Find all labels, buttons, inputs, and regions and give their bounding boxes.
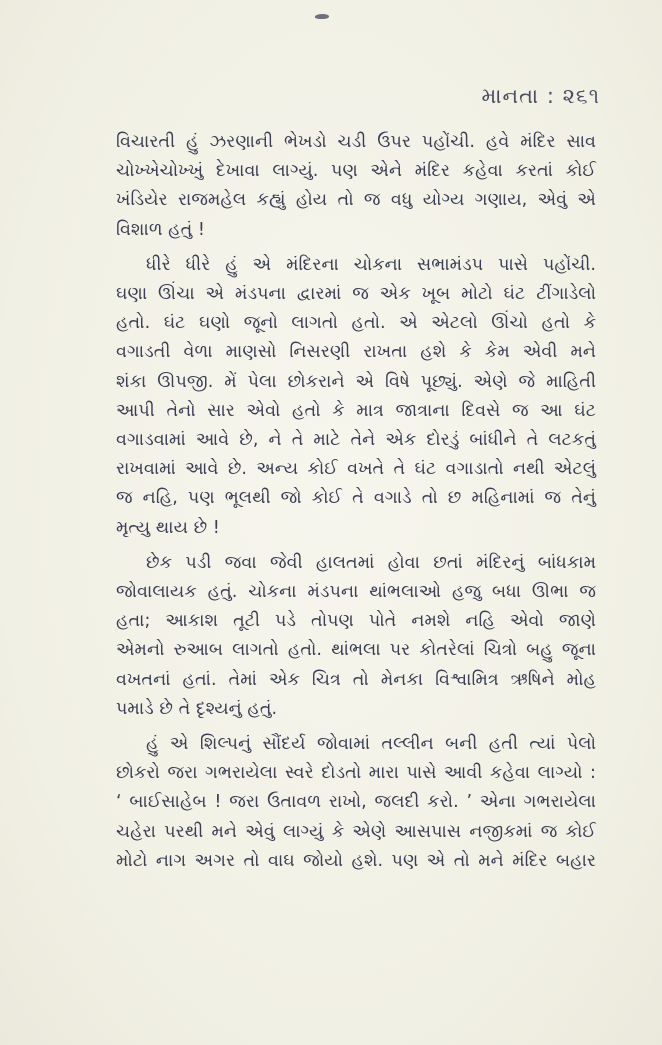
text-line: છેક પડી જવા જેવી હાલતમાં હોવા છતાં મંદિરનું બાંધકામ — [146, 552, 596, 573]
text-line: ઘણા ઊંચા એ મંડપના દ્વારમાં જ એક ખૂબ મોટો ઘંટ ટીંગાડેલો — [116, 284, 596, 305]
text-line: ધીરે ધીરે હું એ મંદિરના ચોકના સભામંડપ પાસે પહોંચી. — [146, 254, 596, 275]
text-line: ‘ બાઈસાહેબ ! જરા ઉતાવળ રાખો, જલદી કરો. ’ એના ગભરાયેલા — [116, 792, 596, 813]
text-line: આપી તેનો સાર એવો હતો કે માત્ર જાત્રાના દિવસે જ આ ઘંટ — [116, 400, 596, 421]
paragraph-2 — [116, 251, 596, 543]
text-line: જોવાલાયક હતું. ચોકના મંડપના થાંભલાઓ હજુ બધા ઊભા જ — [116, 582, 596, 603]
text-line: વિશાળ હતું ! — [116, 219, 205, 240]
body-text — [116, 128, 596, 882]
running-header: માનતા : ૨૬૧ — [481, 84, 600, 108]
text-line: હું એ શિલ્પનું સૌંદર્ય જોવામાં તલ્લીન બની હતી ત્યાં પેલો — [146, 734, 596, 755]
text-line: વખતનાં હતાં. તેમાં એક ચિત્ર તો મેનકા વિશ્વામિત્ર ઋષિને મોહ — [116, 669, 596, 690]
printer-mark — [315, 14, 330, 19]
text-line: ચોખ્ખેચોખ્ખું દેખાવા લાગ્યું. પણ એને મંદિર કહેવા કરતાં કોઈ — [116, 161, 596, 182]
text-line: પમાડે છે તે દૃશ્યનું હતું. — [116, 698, 278, 719]
paragraph-1 — [116, 128, 596, 245]
text-line: ચહેરા પરથી મને એવું લાગ્યું કે એણે આસપાસ નજીકમાં જ કોઈ — [116, 821, 596, 842]
paragraph-4 — [116, 730, 596, 876]
text-line: મૃત્યુ થાય છે ! — [116, 517, 220, 538]
text-line: હતો. ઘંટ ઘણો જૂનો લાગતો હતો. એ એટલો ઊંચો હતો કે — [116, 313, 596, 334]
paragraph-3 — [116, 549, 596, 724]
text-line: ખંડિયેર રાજમહેલ કહ્યું હોય તો જ વધુ યોગ્ય ગણાય, એવું એ — [116, 190, 596, 211]
text-line: શંકા ઊપજી. મેં પેલા છોકરાને એ વિષે પૂછ્યું. એણે જે માહિતી — [116, 371, 596, 392]
text-line: હતા; આકાશ તૂટી પડે તોપણ પોતે નમશે નહિ એવો જાણે — [116, 611, 596, 632]
text-line: વગાડતી વેળા માણસો નિસરણી રાખતા હશે કે કેમ એવી મને — [116, 342, 596, 363]
text-line: જ નહિ, પણ ભૂલથી જો કોઈ તે વગાડે તો છ મહિનામાં જ તેનું — [116, 488, 596, 509]
text-line: વિચારતી હું ઝરણાની ભેખડો ચડી ઉપર પહોંચી. હવે મંદિર સાવ — [116, 132, 596, 152]
text-line: વગાડવામાં આવે છે, ને તે માટે તેને એક દોરડું બાંધીને તે લટકતું — [116, 430, 596, 451]
text-line: રાખવામાં આવે છે. અન્ય કોઈ વખતે તે ઘંટ વગાડાતો નથી એટલું — [116, 459, 596, 480]
text-line: મોટો નાગ અગર તો વાઘ જોયો હશે. પણ એ તો મને મંદિર બહાર — [116, 850, 596, 871]
text-line: એમનો રુઆબ લાગતો હતો. થાંભલા પર કોતરેલાં ચિત્રો બહુ જૂના — [116, 640, 596, 661]
text-line: છોકરો જરા ગભરાયેલા સ્વરે દોડતો મારા પાસે આવી કહેવા લાગ્યો : — [116, 763, 596, 784]
